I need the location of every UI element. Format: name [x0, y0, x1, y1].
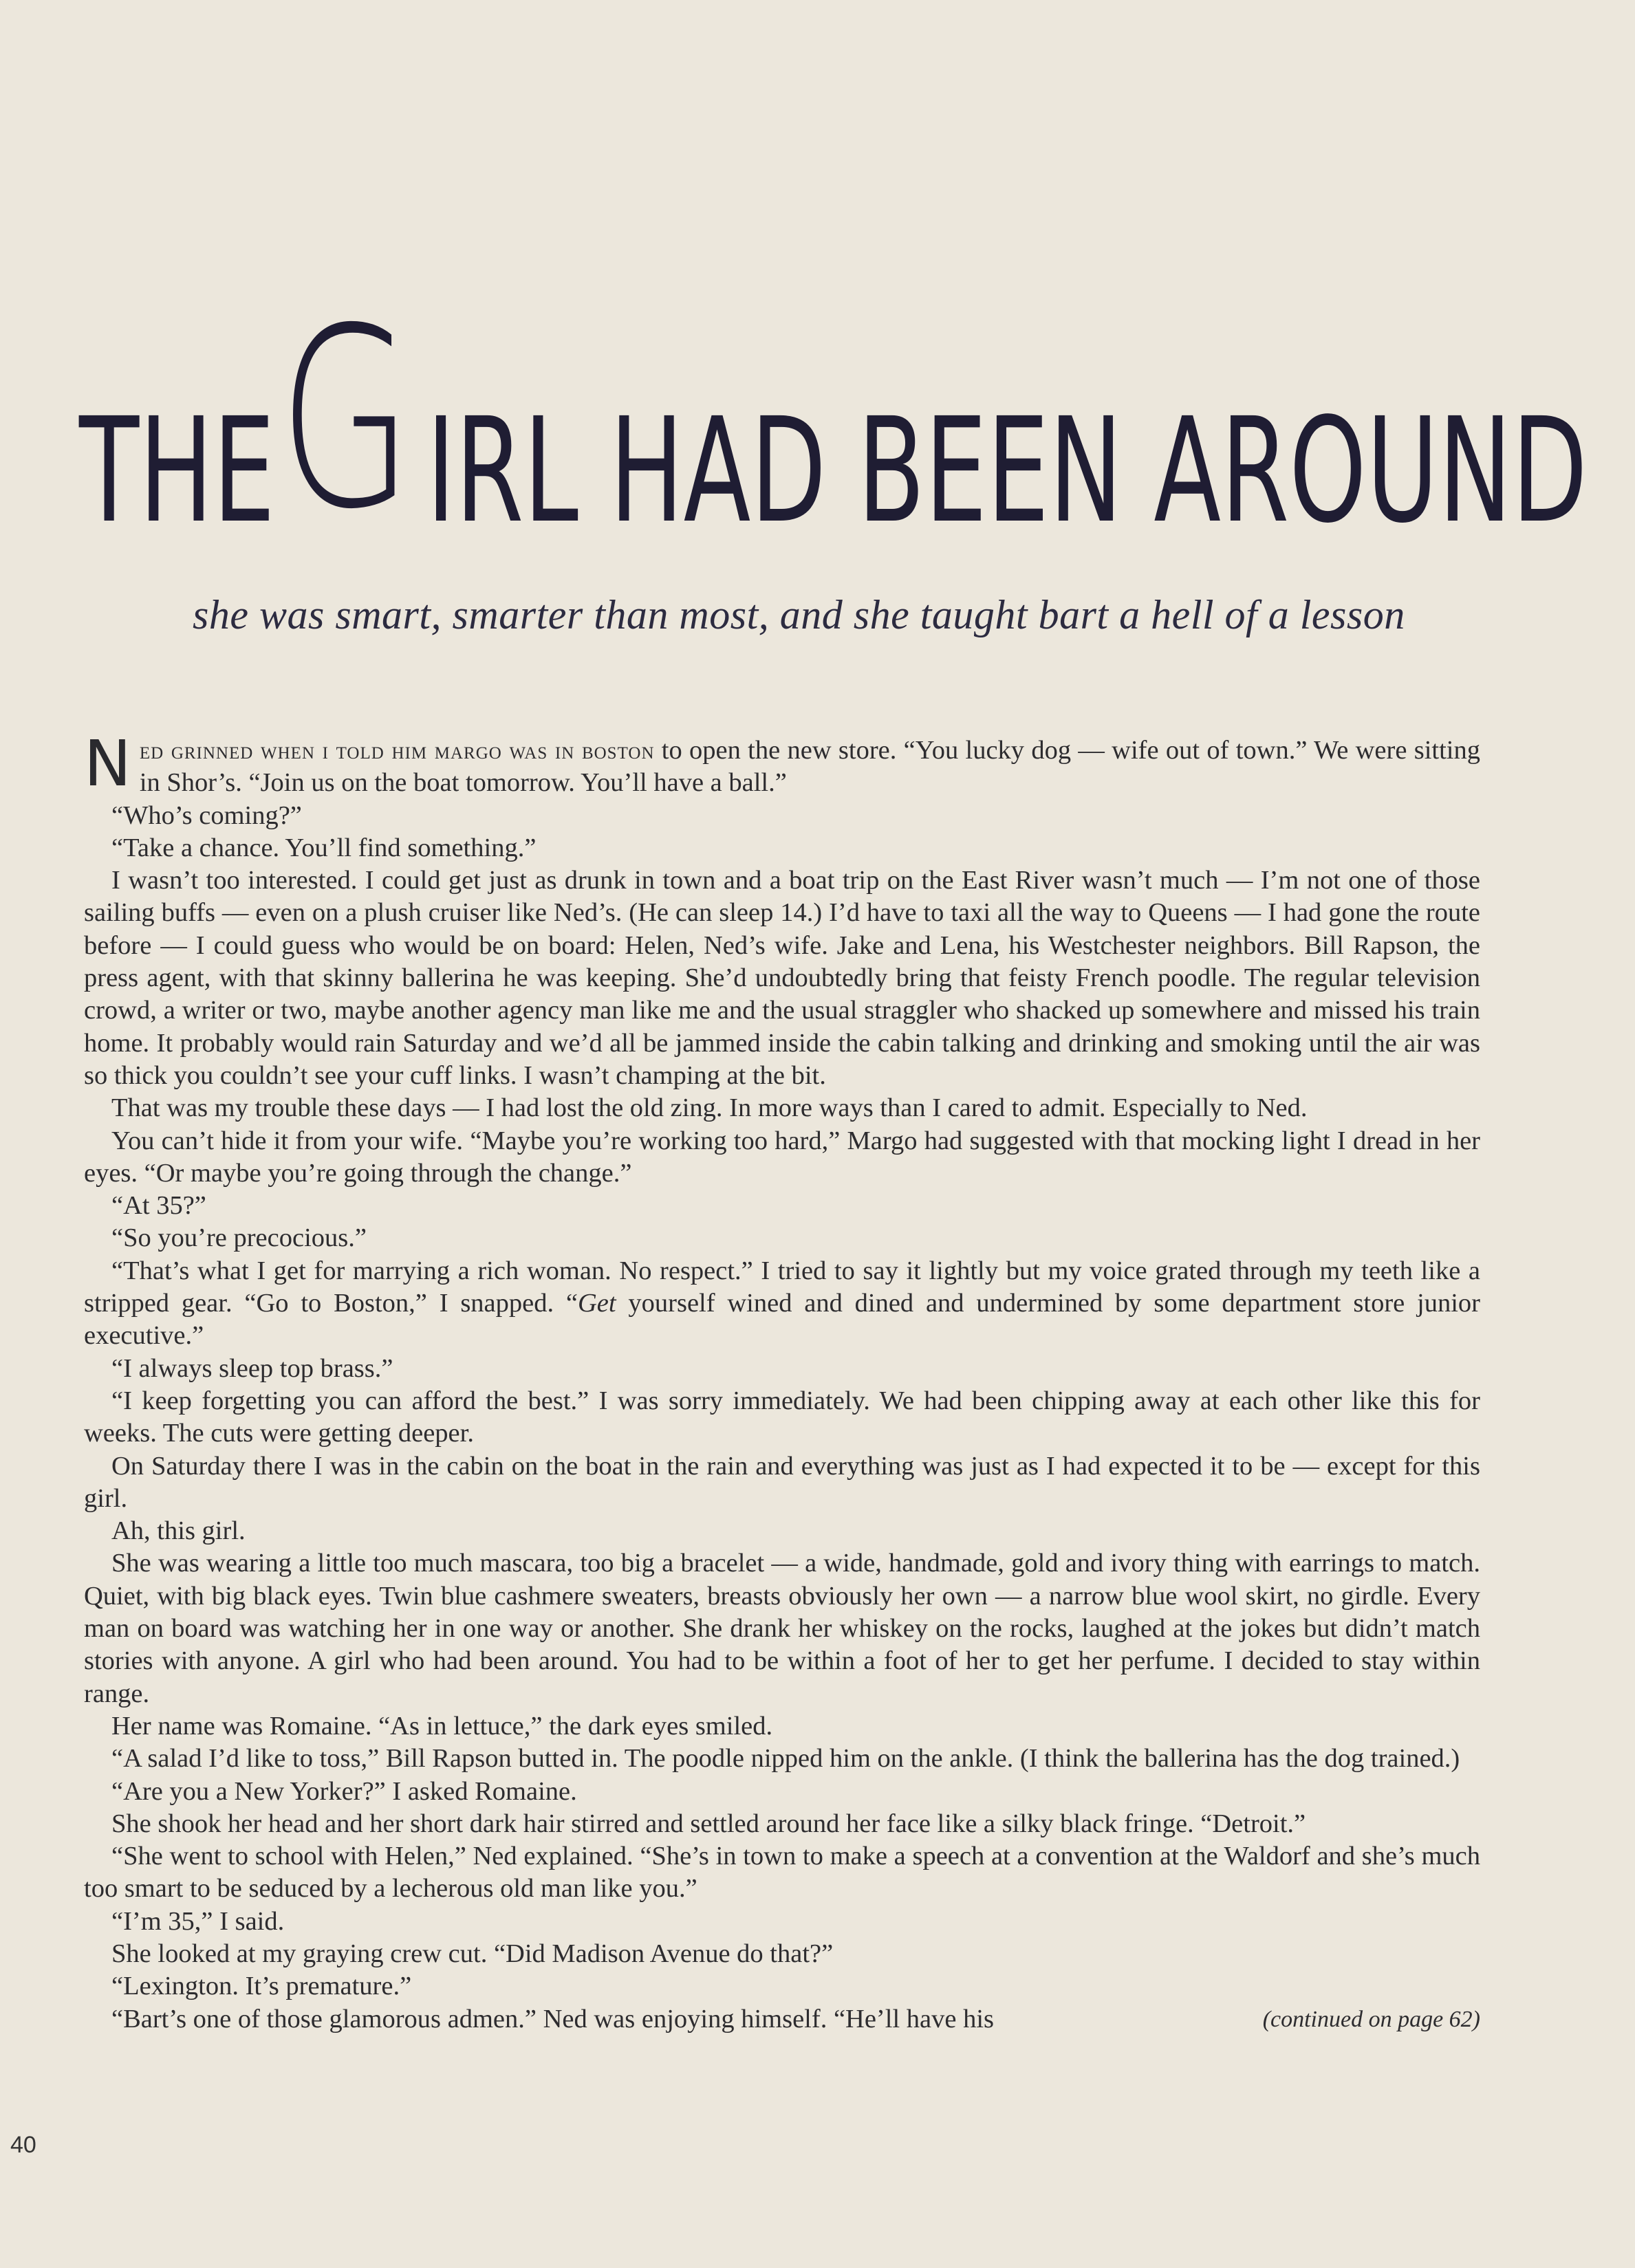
paragraph: “I keep forgetting you can afford the best.” I was sorry immediately. We had been chipping away at each other like this for weeks. The cuts were getting deeper. — [84, 1386, 1480, 1448]
paragraph: “She went to school with Helen,” Ned explained. “She’s in town to make a speech at a convention at the Waldorf and she’s much too smart to be seduced by a lecherous old man like you.” — [84, 1842, 1480, 1904]
lead-text: to open the new store. “You lucky dog — wife out of town.” We were sitting in Shor’s. “Join us on the boat tomorrow. You’ll have a ball.” — [139, 736, 1480, 798]
paragraph: You can’t hide it from your wife. “Maybe you’re working too hard,” Margo had suggested with that mocking light I dread in her eyes. “Or maybe you’re going through the change.” — [84, 1126, 1480, 1188]
text-span: yourself wined and dined and undermined by some department store junior executive.” — [84, 1289, 1480, 1351]
paragraph: “Who’s coming?” — [111, 800, 302, 830]
article-body — [84, 727, 1480, 2036]
paragraph: I wasn’t too interested. I could get just as drunk in town and a boat trip on the East River wasn’t much — I’m not one of those sailing buffs — even on a plush cruiser like Ned’s. (He can sleep 14.) I’d have to taxi all the way to Queens — I had gone the route before — I could guess who would be on board: Helen, Ned’s wife. Jake and Lena, his Westchester neighbors. Bill Rapson, the press agent, with that skinny ballerina he was keeping. She’d undoubtedly bring that feisty French poodle. The regular television crowd, a writer or two, maybe another agency man like me and the usual straggler who shacked up somewhere and missed his train home. It probably would rain Saturday and we’d all be jammed inside the cabin talking and drinking and smoking until the air was so thick you couldn’t see your cuff links. I wasn’t champing at the bit. — [84, 866, 1480, 1090]
drop-cap: N — [84, 727, 131, 800]
paragraph: “At 35?” — [111, 1191, 206, 1221]
paragraph: On Saturday there I was in the cabin on the boat in the rain and everything was just as I had expected it to be — except for this girl. — [84, 1451, 1480, 1513]
paragraph: “So you’re precocious.” — [111, 1223, 367, 1253]
story-subtitle: she was smart, smarter than most, and she taught bart a hell of a lesson — [193, 592, 1405, 637]
title-word-the: THE — [79, 386, 275, 555]
title-initial-g: G — [279, 275, 413, 563]
page-number: 40 — [10, 2132, 36, 2158]
paragraph: She was wearing a little too much mascara, too big a bracelet — a wide, handmade, gold and ivory thing with earrings to match. Quiet, with big black eyes. Twin blue cashmere sweaters, breasts obviously her own — a narrow blue wool skirt, no girdle. Every man on board was watching her in one way or another. She drank her whiskey on the rocks, laughed at the jokes but didn’t match stories with anyone. A girl who had been around. You had to be within a foot of her to get her perfume. I decided to stay within range. — [84, 1549, 1480, 1708]
paragraph: She shook her head and her short dark hair stirred and settled around her face like a silky black fringe. “Detroit.” — [111, 1809, 1306, 1838]
paragraph: “Are you a New Yorker?” I asked Romaine. — [111, 1776, 577, 1806]
italic-word: Get — [578, 1289, 616, 1318]
lead-smallcaps: ed grinned when i told him margo was in boston — [139, 737, 655, 764]
paragraph: Her name was Romaine. “As in lettuce,” the dark eyes smiled. — [111, 1711, 773, 1741]
paragraph: “Lexington. It’s premature.” — [111, 1972, 412, 2001]
paragraph: “I always sleep top brass.” — [111, 1353, 393, 1383]
text-span: “Bart’s one of those glamorous admen.” Ned was enjoying himself. “He’ll have his — [111, 2004, 995, 2033]
continued-notice: (continued on page 62) — [1262, 2006, 1480, 2032]
paragraph — [84, 1255, 1480, 1353]
lead-paragraph — [84, 727, 1480, 800]
paragraph: She looked at my graying crew cut. “Did Madison Avenue do that?” — [111, 1939, 834, 1968]
text-span: “That’s what I get for marrying a rich woman. No respect.” I tried to say it lightly but my voice grated through my teeth like a stripped gear. “Go to Boston,” I snapped. “ — [84, 1256, 1480, 1318]
paragraph: That was my trouble these days — I had lost the old zing. In more ways than I cared to admit. Especially to Ned. — [111, 1093, 1308, 1123]
paragraph: Ah, this girl. — [111, 1516, 246, 1546]
last-paragraph — [84, 2003, 1480, 2036]
paragraph: “Take a chance. You’ll find something.” — [111, 833, 537, 862]
story-title — [79, 275, 1588, 563]
paragraph: “A salad I’d like to toss,” Bill Rapson butted in. The poodle nipped him on the ankle. (I think the ballerina has the dog trained.) — [111, 1744, 1460, 1774]
paragraph: “I’m 35,” I said. — [111, 1906, 285, 1936]
title-rest: IRL HAD BEEN AROUND — [426, 386, 1588, 555]
